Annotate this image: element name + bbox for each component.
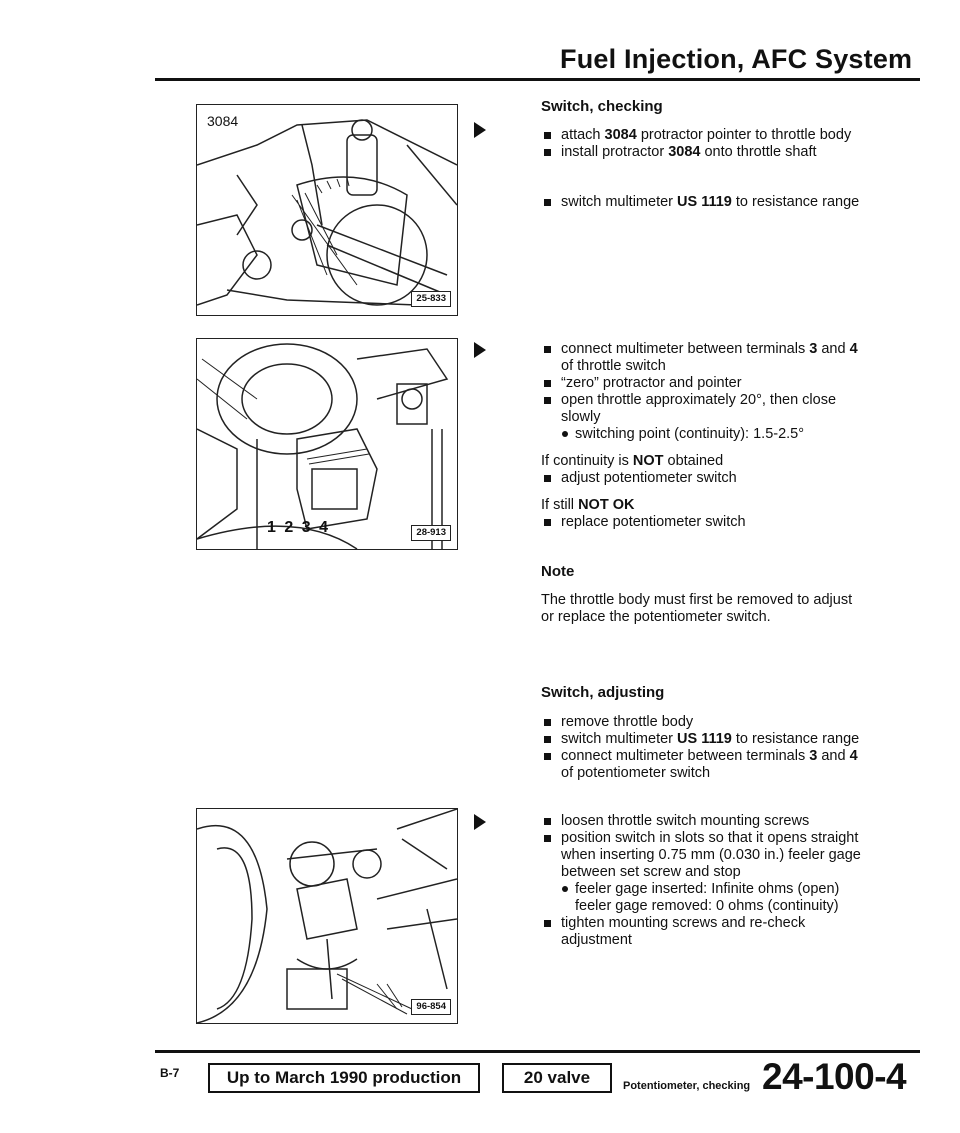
list-item: connect multimeter between terminals 3 and 4 of throttle switch xyxy=(541,341,871,375)
list-item: loosen throttle switch mounting screws xyxy=(541,813,871,830)
terminal-2: 2 xyxy=(284,519,296,536)
header-rule xyxy=(155,78,920,81)
throttle-switch-illustration xyxy=(197,339,457,549)
footer-rule xyxy=(155,1050,920,1053)
pointer-arrow xyxy=(474,814,486,830)
figure-feeler-gage xyxy=(196,808,458,1024)
section-heading-switch-adjusting: Switch, adjusting xyxy=(541,684,665,701)
condition-text: If still NOT OK xyxy=(541,497,635,513)
page-number: 24-100-4 xyxy=(762,1056,907,1097)
figure-code: 28-913 xyxy=(411,525,451,541)
list-item: attach 3084 protractor pointer to throttle body xyxy=(541,127,861,144)
list-item: install protractor 3084 onto throttle shaft xyxy=(541,144,861,161)
sub-list-item: switching point (continuity): 1.5-2.5° xyxy=(541,426,871,443)
sub-list-item: feeler gage inserted: Infinite ohms (open) xyxy=(541,881,871,898)
list-item: remove throttle body xyxy=(541,714,861,731)
list-item: tighten mounting screws and re-check adjustment xyxy=(541,915,871,949)
footer-valve-box: 20 valve xyxy=(502,1063,612,1093)
note-heading: Note xyxy=(541,563,575,580)
terminal-3: 3 xyxy=(301,519,313,536)
protractor-illustration xyxy=(197,105,457,315)
switch-adjusting-step-group-1 xyxy=(541,714,861,782)
terminal-1: 1 xyxy=(267,519,278,536)
figure-code: 25-833 xyxy=(411,291,451,307)
feeler-gage-illustration xyxy=(197,809,457,1023)
callout-3084: 3084 xyxy=(207,113,239,129)
pointer-arrow xyxy=(474,122,486,138)
switch-adjusting-step-group-2 xyxy=(541,813,871,949)
footer-code: B-7 xyxy=(160,1066,180,1080)
footer-production-box: Up to March 1990 production xyxy=(208,1063,480,1093)
sub-list-continuation: feeler gage removed: 0 ohms (continuity) xyxy=(575,898,839,914)
pointer-arrow xyxy=(474,342,486,358)
switch-checking-step-group-2 xyxy=(541,194,861,211)
switch-checking-step-group-1 xyxy=(541,127,861,161)
list-item: replace potentiometer switch xyxy=(541,514,871,531)
figure-code: 96-854 xyxy=(411,999,451,1015)
list-item: switch multimeter US 1119 to resistance range xyxy=(541,194,861,211)
terminal-callouts xyxy=(267,519,330,537)
figure-protractor xyxy=(196,104,458,316)
list-item: connect multimeter between terminals 3 and 4 of potentiometer switch xyxy=(541,748,861,782)
list-item: open throttle approximately 20°, then close slowly xyxy=(541,392,871,426)
section-heading-switch-checking: Switch, checking xyxy=(541,98,663,115)
terminal-4: 4 xyxy=(319,519,330,536)
figure-throttle-switch xyxy=(196,338,458,550)
condition-text: If continuity is NOT obtained xyxy=(541,453,724,469)
list-item: position switch in slots so that it opens straight when inserting 0.75 mm (0.030 in.) feeler gage between set screw and stop xyxy=(541,830,871,881)
note-text: The throttle body must first be removed to adjust or replace the potentiometer switch. xyxy=(541,592,853,625)
switch-checking-step-group-3 xyxy=(541,341,871,531)
footer-section-title: Potentiometer, checking xyxy=(623,1080,751,1092)
list-item: “zero” protractor and pointer xyxy=(541,375,871,392)
list-item: adjust potentiometer switch xyxy=(541,470,871,487)
list-item: switch multimeter US 1119 to resistance range xyxy=(541,731,861,748)
page-title: Fuel Injection, AFC System xyxy=(560,44,913,74)
